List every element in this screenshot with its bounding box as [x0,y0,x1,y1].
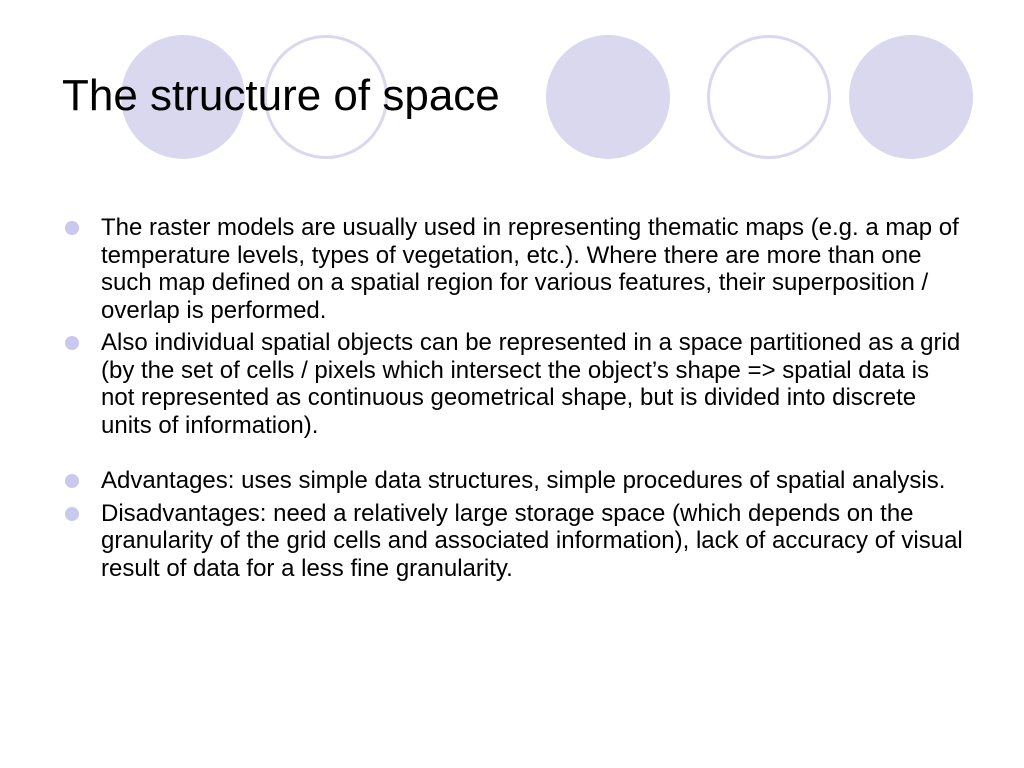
bullet-text: The raster models are usually used in representing thematic maps (e.g. a map of temperature levels, types of vegetation, etc.). Where there are more than one such map defined on a spatial region for various features, their superposition / overlap is performed. [101,214,959,324]
decorative-circle-2 [546,35,670,159]
decorative-ring-2 [707,35,831,159]
bullet-text: Advantages: uses simple data structures, simple procedures of spatial analysis. [101,467,946,494]
bullet-icon [65,221,79,235]
bullet-item-spatial-objects [64,329,964,439]
bullet-list [64,214,964,582]
bullet-icon [65,474,79,488]
bullet-item-raster-models [64,214,964,324]
bullet-text: Disadvantages: need a relatively large storage space (which depends on the granularity of the grid cells and associated information), lack of accuracy of visual result of data for a less fine granularity. [101,499,963,582]
bullet-text: Also individual spatial objects can be represented in a space partitioned as a grid (by the set of cells / pixels which intersect the object’s shape => spatial data is not represented as continuous geometrical shape, but is divided into discrete units of information). [101,329,961,439]
decorative-circle-3 [849,35,973,159]
bullet-icon [65,507,79,521]
slide-title: The structure of space [62,71,500,120]
bullet-item-advantages [64,467,964,495]
bullet-item-disadvantages [64,500,964,583]
bullet-icon [65,336,79,350]
